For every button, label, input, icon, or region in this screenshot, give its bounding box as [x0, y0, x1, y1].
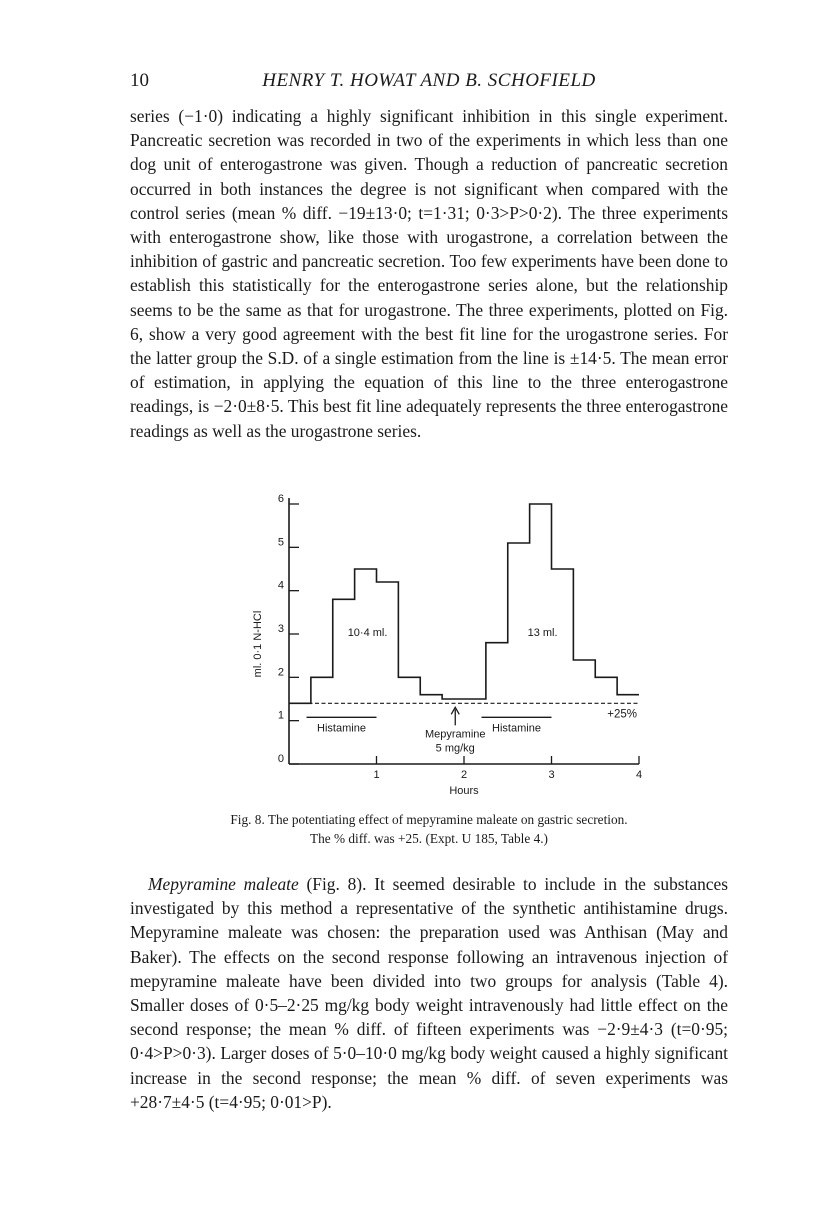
figure-8 [245, 482, 655, 802]
area-label-2: 13 ml. [527, 627, 558, 640]
baseline-label: +25% [607, 708, 637, 721]
paragraph-continued: series (−1·0) indicating a highly significant inhibition in this single experiment. Pancreatic secretion was recorded in two of the experiments in which less than one dog unit of enterogastrone was given. Though a reduction of pancreatic secretion occurred in both instances the degree is not significant when compared with the control series (mean % diff. −19±13·0; t=1·31; 0·3>P>0·2). The three experiments with enterogastrone show, like those with urogastrone, a correlation between the inhibition of gastric and pancreatic secretion. Too few experiments have been done to establish this statistically for the enterogastrone series alone, but the relationship seems to be the same as that for urogastrone. The three experiments, plotted on Fig. 6, show a very good agreement with the best fit line for the urogastrone series. For the latter group the S.D. of a single estimation from the line is ±14·5. The mean error of estimation, in applying the equation of this line to the three enterogastrone readings, is −2·0±8·5. This best fit line adequately represents the three enterogastrone readings as well as the urogastrone series. [130, 106, 728, 441]
y-tick-label: 6 [277, 493, 284, 505]
y-tick-label: 3 [277, 623, 284, 635]
y-tick-label: 1 [277, 709, 284, 722]
series-step-line [289, 504, 639, 703]
y-tick-label: 5 [277, 536, 284, 549]
figure-caption [130, 810, 728, 848]
x-tick-label: 4 [635, 769, 643, 781]
running-title: HENRY T. HOWAT AND B. SCHOFIELD [262, 70, 596, 91]
mepyramine-dose-label: 5 mg/kg [435, 742, 475, 755]
x-tick-label: 2 [460, 769, 468, 781]
x-tick-label: 1 [373, 769, 380, 781]
histamine-label-1: Histamine [317, 722, 366, 735]
mepyramine-label: Mepyramine [424, 728, 486, 741]
y-tick-label: 4 [277, 579, 284, 592]
area-label-1: 10·4 ml. [347, 627, 388, 640]
y-tick-label: 2 [277, 666, 284, 679]
section-title: Mepyramine maleate [148, 874, 299, 894]
histamine-label-2: Histamine [492, 722, 541, 735]
step-chart [245, 482, 655, 802]
section-body: (Fig. 8). It seemed desirable to include in the substances investigated by this method a representative of the synthetic antihistamine drugs. Mepyramine maleate was chosen: the preparation used was Anthisan (May and Baker). The effects on the second response following an intravenous injection of mepyramine maleate have been divided into two groups for analysis (Table 4). Smaller doses of 0·5–2·25 mg/kg body weight intravenously had little effect on the second response; the mean % diff. of fifteen experiments was −2·9±4·3 (t=0·95; 0·4>P>0·3). Larger doses of 5·0–10·0 mg/kg body weight caused a highly significant increase in the second response; the mean % diff. of seven experiments was +28·7±4·5 (t=4·95; 0·01>P). [130, 874, 728, 1112]
x-tick-label: 3 [548, 769, 555, 781]
y-axis-label: ml. 0·1 N-HCl [252, 610, 264, 678]
caption-line-1: Fig. 8. The potentiating effect of mepyramine maleate on gastric secretion. [230, 812, 628, 827]
page-header [130, 70, 728, 100]
caption-line-2: The % diff. was +25. (Expt. U 185, Table 4.) [310, 831, 548, 846]
y-tick-label: 0 [277, 753, 284, 765]
paragraph-mepyramine [130, 872, 728, 1114]
page-number: 10 [130, 70, 149, 91]
x-axis-label: Hours [449, 785, 479, 797]
